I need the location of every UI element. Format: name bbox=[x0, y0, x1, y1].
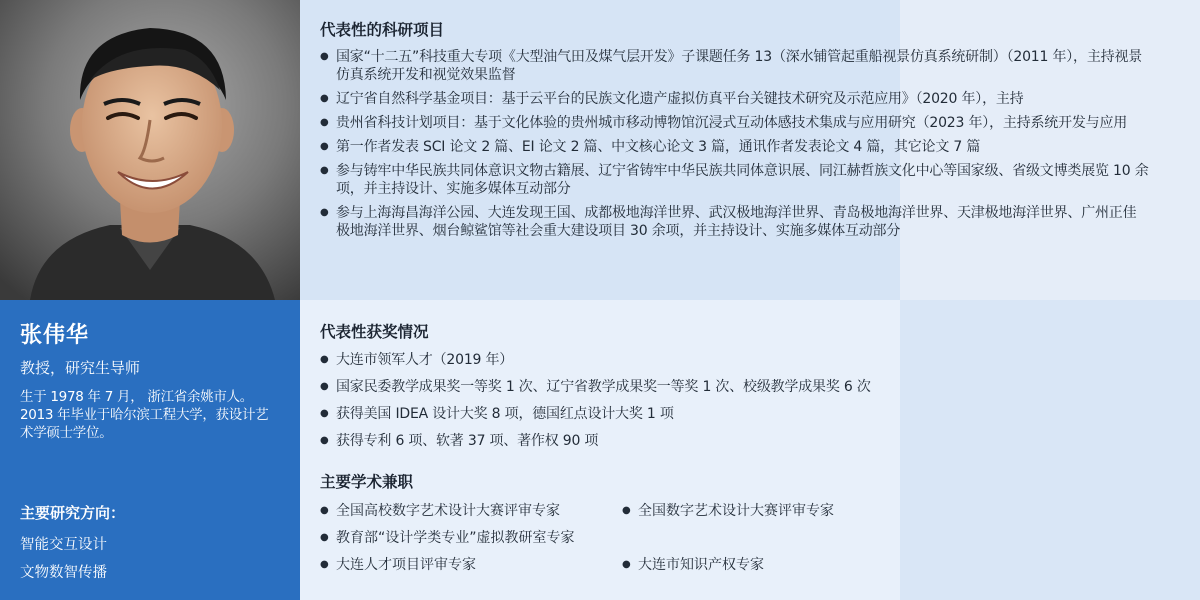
list-item: ● 获得专利 6 项、软著 37 项、著作权 90 项 bbox=[320, 432, 1150, 450]
list-item: ● 获得美国 IDEA 设计大奖 8 项，德国红点设计大奖 1 项 bbox=[320, 405, 1150, 423]
positions-heading: 主要学术兼职 bbox=[320, 473, 414, 491]
list-item: ● 第一作者发表 SCI 论文 2 篇、EI 论文 2 篇、中文核心论文 3 篇，通讯作者发表论文 4 篇，其它论文 7 篇 bbox=[320, 138, 1150, 156]
positions-grid bbox=[320, 502, 1150, 574]
list-item: ● 全国数字艺术设计大赛评审专家 bbox=[622, 502, 922, 520]
research-item: 智能交互设计 bbox=[20, 537, 107, 553]
portrait-illustration bbox=[0, 0, 300, 300]
list-item: ● 辽宁省自然科学基金项目：基于云平台的民族文化遗产虚拟仿真平台关键技术研究及示范应用》（2020 年），主持 bbox=[320, 90, 1150, 108]
empty-cell bbox=[622, 529, 922, 547]
portrait-photo bbox=[0, 0, 300, 300]
positions-section bbox=[320, 470, 1150, 574]
list-item: ● 国家民委教学成果奖一等奖 1 次、辽宁省教学成果奖一等奖 1 次、校级教学成果奖 6 次 bbox=[320, 378, 1150, 396]
projects-section bbox=[320, 18, 1150, 246]
awards-heading: 代表性获奖情况 bbox=[320, 323, 429, 341]
list-item: ● 贵州省科技计划项目：基于文化体验的贵州城市移动博物馆沉浸式互动体感技术集成与应用研究（2023 年），主持系统开发与应用 bbox=[320, 114, 1150, 132]
projects-list bbox=[320, 48, 1150, 240]
research-item: 文物数智传播 bbox=[20, 565, 107, 581]
projects-heading: 代表性的科研项目 bbox=[320, 21, 445, 39]
awards-list bbox=[320, 351, 1150, 450]
list-item: ● 参与上海海昌海洋公园、大连发现王国、成都极地海洋世界、武汉极地海洋世界、青岛极地海洋世界、天津极地海洋世界、广州正佳极地海洋世界、烟台鲸鲨馆等社会重大建设项目 30 余项，并主持设计、实施多媒体互动部分 bbox=[320, 204, 1150, 240]
list-item: ● 全国高校数字艺术设计大赛评审专家 bbox=[320, 502, 622, 520]
person-name: 张伟华 bbox=[20, 323, 90, 348]
list-item: ● 大连市领军人才（2019 年） bbox=[320, 351, 1150, 369]
profile-panel bbox=[0, 300, 300, 600]
research-heading: 主要研究方向： bbox=[20, 504, 126, 522]
person-title: 教授，研究生导师 bbox=[20, 359, 141, 377]
list-item: ● 大连人才项目评审专家 bbox=[320, 556, 622, 574]
left-column bbox=[0, 0, 300, 600]
person-bio: 生于 1978 年 7 月， 浙江省余姚市人。2013 年毕业于哈尔滨工程大学，获设计艺术学硕士学位。 bbox=[20, 389, 269, 441]
list-item: ● 大连市知识产权专家 bbox=[622, 556, 922, 574]
list-item: ● 参与铸牢中华民族共同体意识文物古籍展、辽宁省铸牢中华民族共同体意识展、同江赫哲族文化中心等国家级、省级文博类展览 10 余项，并主持设计、实施多媒体互动部分 bbox=[320, 162, 1150, 198]
list-item: ● 教育部“设计学类专业”虚拟教研室专家 bbox=[320, 529, 622, 547]
list-item: ● 国家“十二五”科技重大专项《大型油气田及煤气层开发》子课题任务 13（深水铺管起重船视景仿真系统研制）（2011 年），主持视景仿真系统开发和视觉效果监督 bbox=[320, 48, 1150, 84]
awards-section bbox=[320, 320, 1150, 459]
right-area bbox=[300, 0, 1200, 600]
